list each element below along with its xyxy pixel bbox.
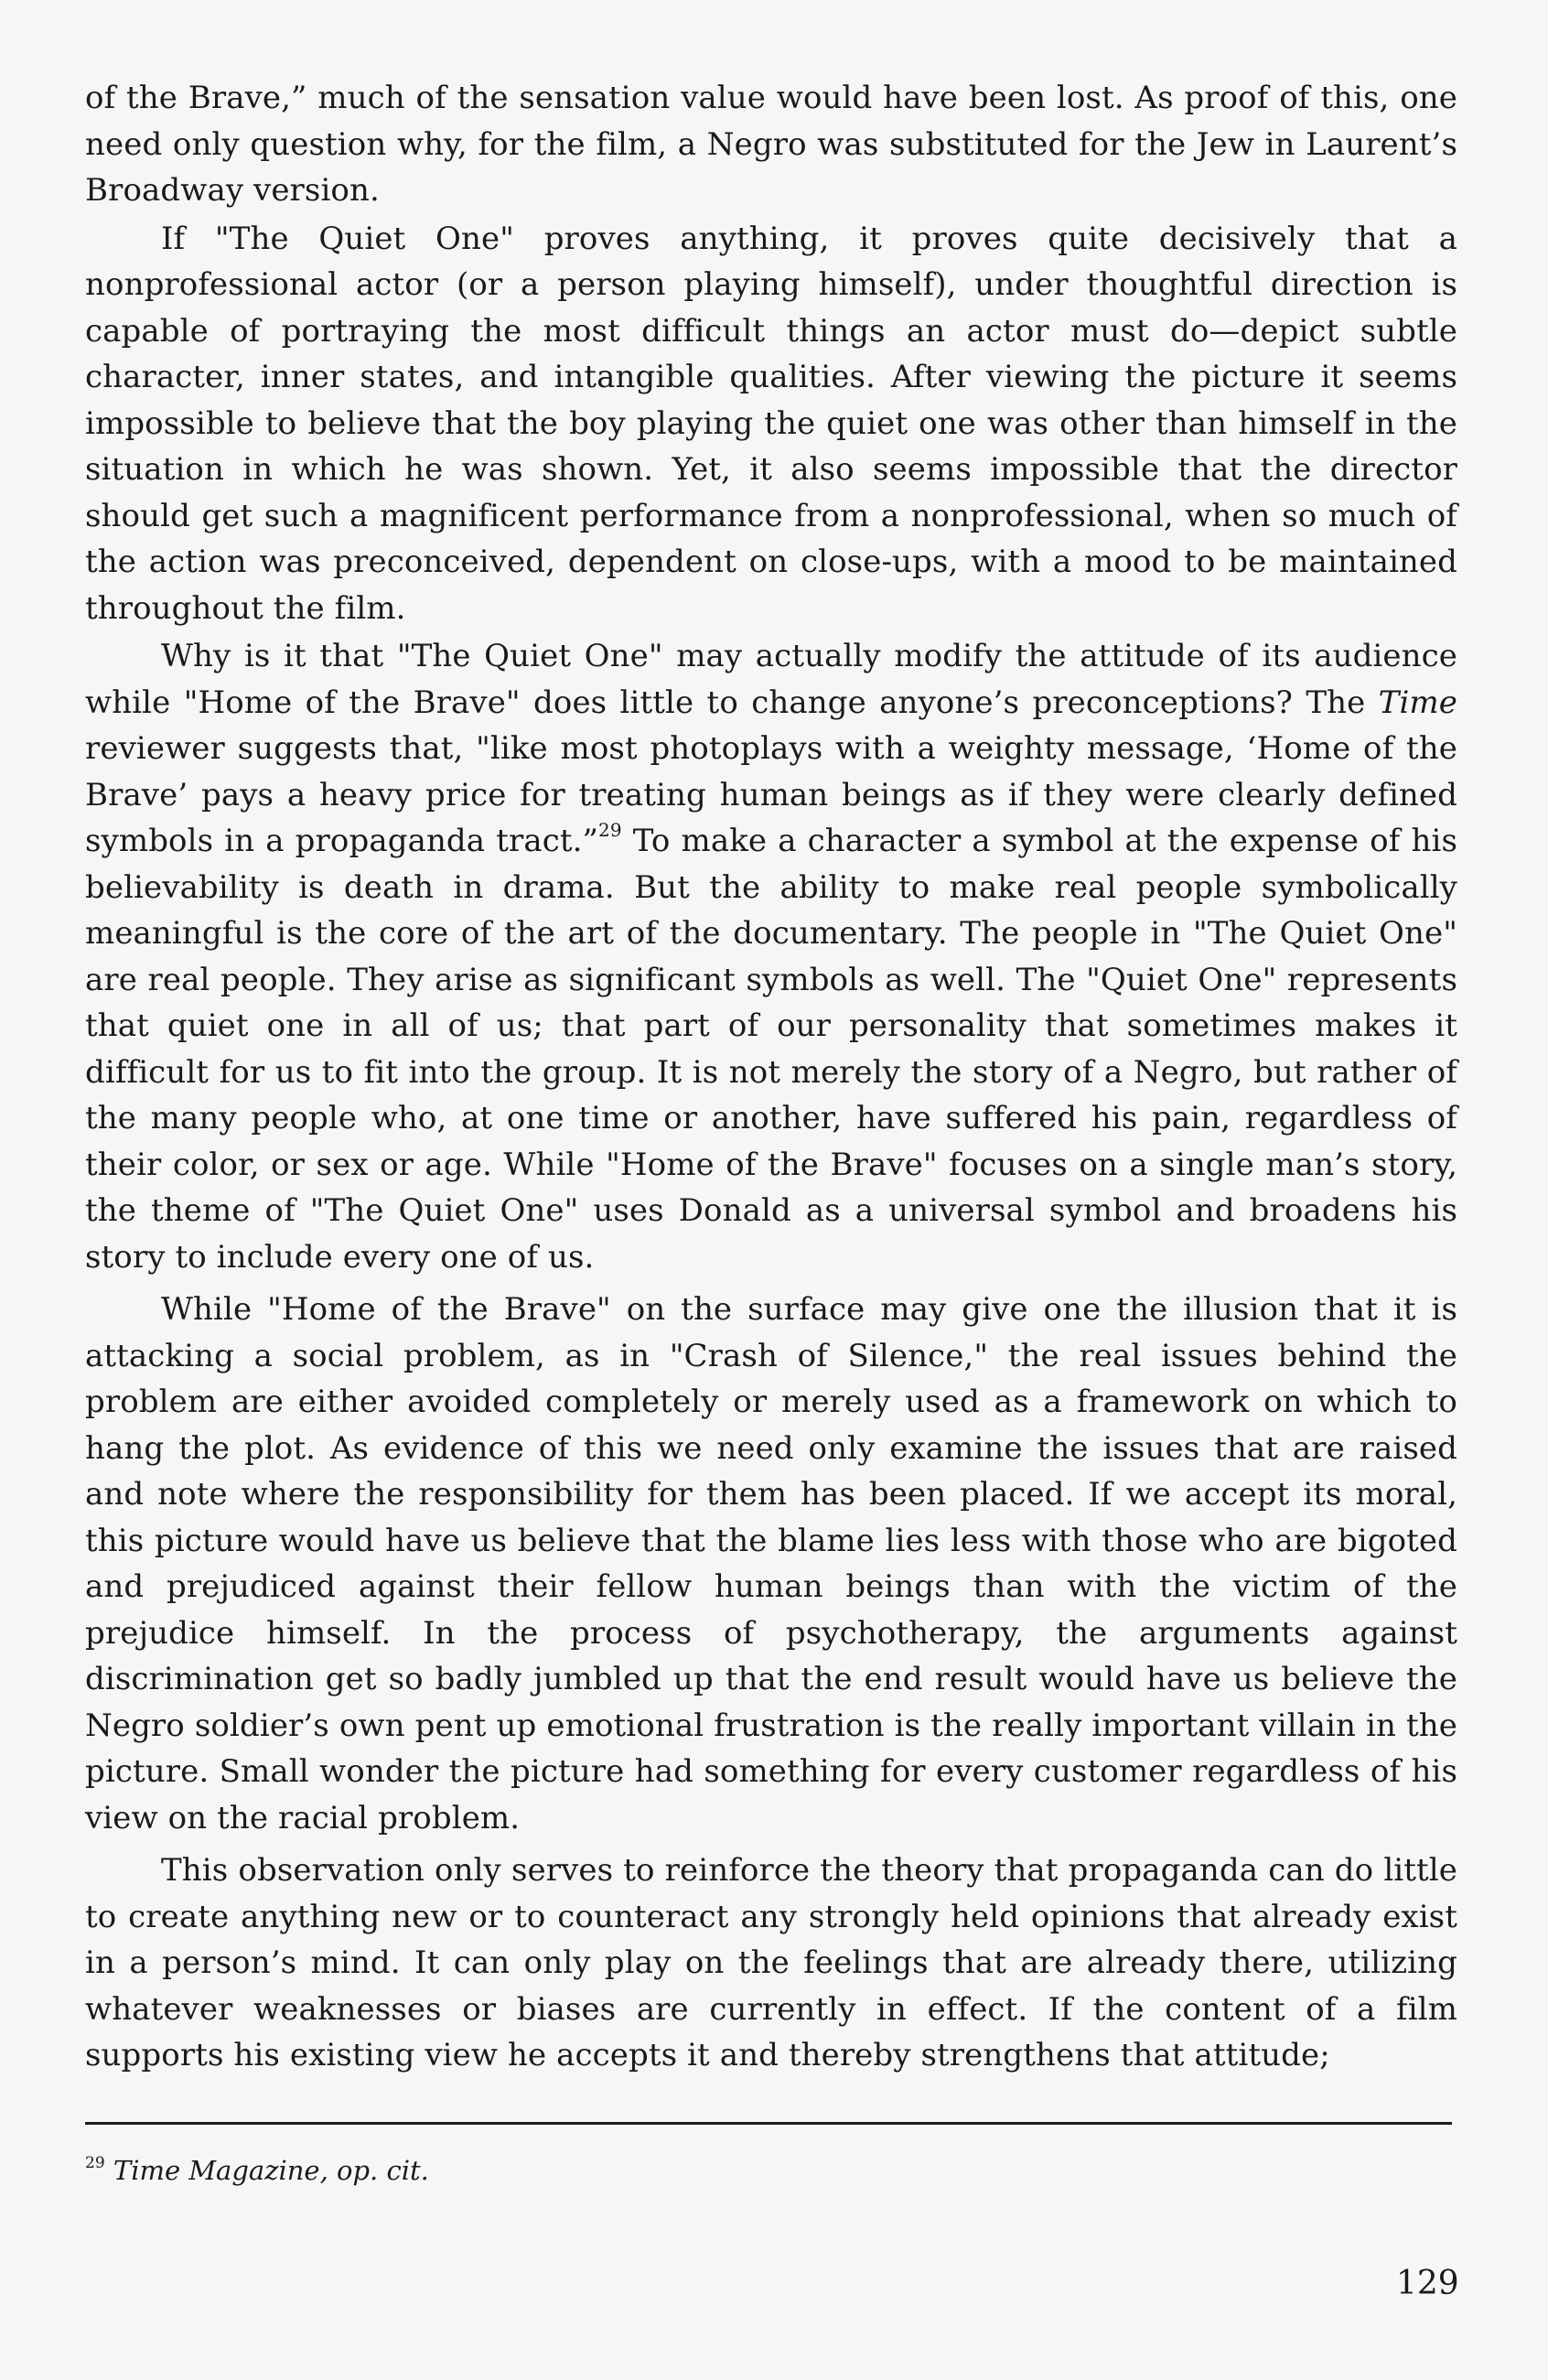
- paragraph-propaganda: This observation only serves to reinforce the theory that propaganda can do little to create anything new or to counteract any strongly held opinions that already exist in a person’s mind. It can only play on the feelings that are already there, utilizing whatever weaknesses or biases are currently in effect. If the content of a film supports his existing view he accepts it and thereby strengthens that attitude;: [85, 1852, 1457, 2073]
- paragraph-continuation: of the Brave,” much of the sensation value would have been lost. As proof of this, one need only question why, for the film, a Negro was substituted for the Jew in Laurent’s Broadway version.: [85, 80, 1457, 209]
- footnote-divider: [85, 2122, 1452, 2125]
- paragraph-social-problem: While "Home of the Brave" on the surface may give one the illusion that it is attacking a social problem, as in "Crash of Silence," the real issues behind the problem are either avoided completely or merely used as a framework on which to hang the plot. As evidence of this we need only examine the issues that are raised and note where the responsibility for them has been placed. If we accept its moral, this picture would have us believe that the blame lies less with those who are bigoted and prejudiced against their fellow human beings than with the victim of the prejudice himself. In the process of psychotherapy, the arguments against discrimination get so badly jumbled up that the end result would have us believe the Negro soldier’s own pent up emotional frustration is the really important villain in the picture. Small wonder the picture had something for every customer regardless of his view on the racial problem.: [85, 1291, 1457, 1836]
- italic-publication-title: Time: [1378, 684, 1457, 721]
- paragraph-text: Why is it that "The Quiet One" may actually modify the attitude of its audience while "Home of the Brave" does little to change anyone’s preconceptions? The: [85, 638, 1457, 721]
- paragraph-quiet-one-actor: If "The Quiet One" proves anything, it proves quite decisively that a nonprofessional actor (or a person playing himself), under thoughtful direction is capable of portraying the most difficult things an actor must do—depict subtle character, inner states, and intangible qualities. After viewing the picture it seems impossible to believe that the boy playing the quiet one was other than himself in the situation in which he was shown. Yet, it also seems impossible that the director should get such a magnificent performance from a nonprofessional, when so much of the action was preconceived, dependent on close-ups, with a mood to be maintained throughout the film.: [85, 220, 1457, 627]
- paragraph-time-review: [85, 633, 1457, 1280]
- page-number: 129: [1396, 2265, 1459, 2302]
- footnote-marker: 29: [85, 2154, 105, 2172]
- paragraph-text: reviewer suggests that, "like most photoplays with a weighty message, ‘Home of the Brave’ pays a heavy price for treating human beings as if they were clearly defined symbols in a propaganda tract.”: [85, 730, 1457, 859]
- footnote: [85, 2152, 429, 2189]
- footnote-source: Time Magazine: [113, 2155, 320, 2186]
- paragraph-text: To make a character a symbol at the expense of his believability is death in drama. But the ability to make real people symbolically meaningful is the core of the art of the documentary. The people in "The Quiet One" are real people. They arise as significant symbols as well. The "Quiet One" represents that quiet one in all of us; that part of our personality that sometimes makes it difficult for us to fit into the group. It is not merely the story of a Negro, but rather of the many people who, at one time or another, have suffered his pain, regardless of their color, or sex or age. While "Home of the Brave" focuses on a single man’s story, the theme of "The Quiet One" uses Donald as a universal symbol and broadens his story to include every one of us.: [85, 823, 1457, 1276]
- footnote-reference[interactable]: 29: [598, 819, 622, 841]
- body-text: [85, 75, 1457, 2079]
- footnote-citation: , op. cit.: [319, 2155, 429, 2186]
